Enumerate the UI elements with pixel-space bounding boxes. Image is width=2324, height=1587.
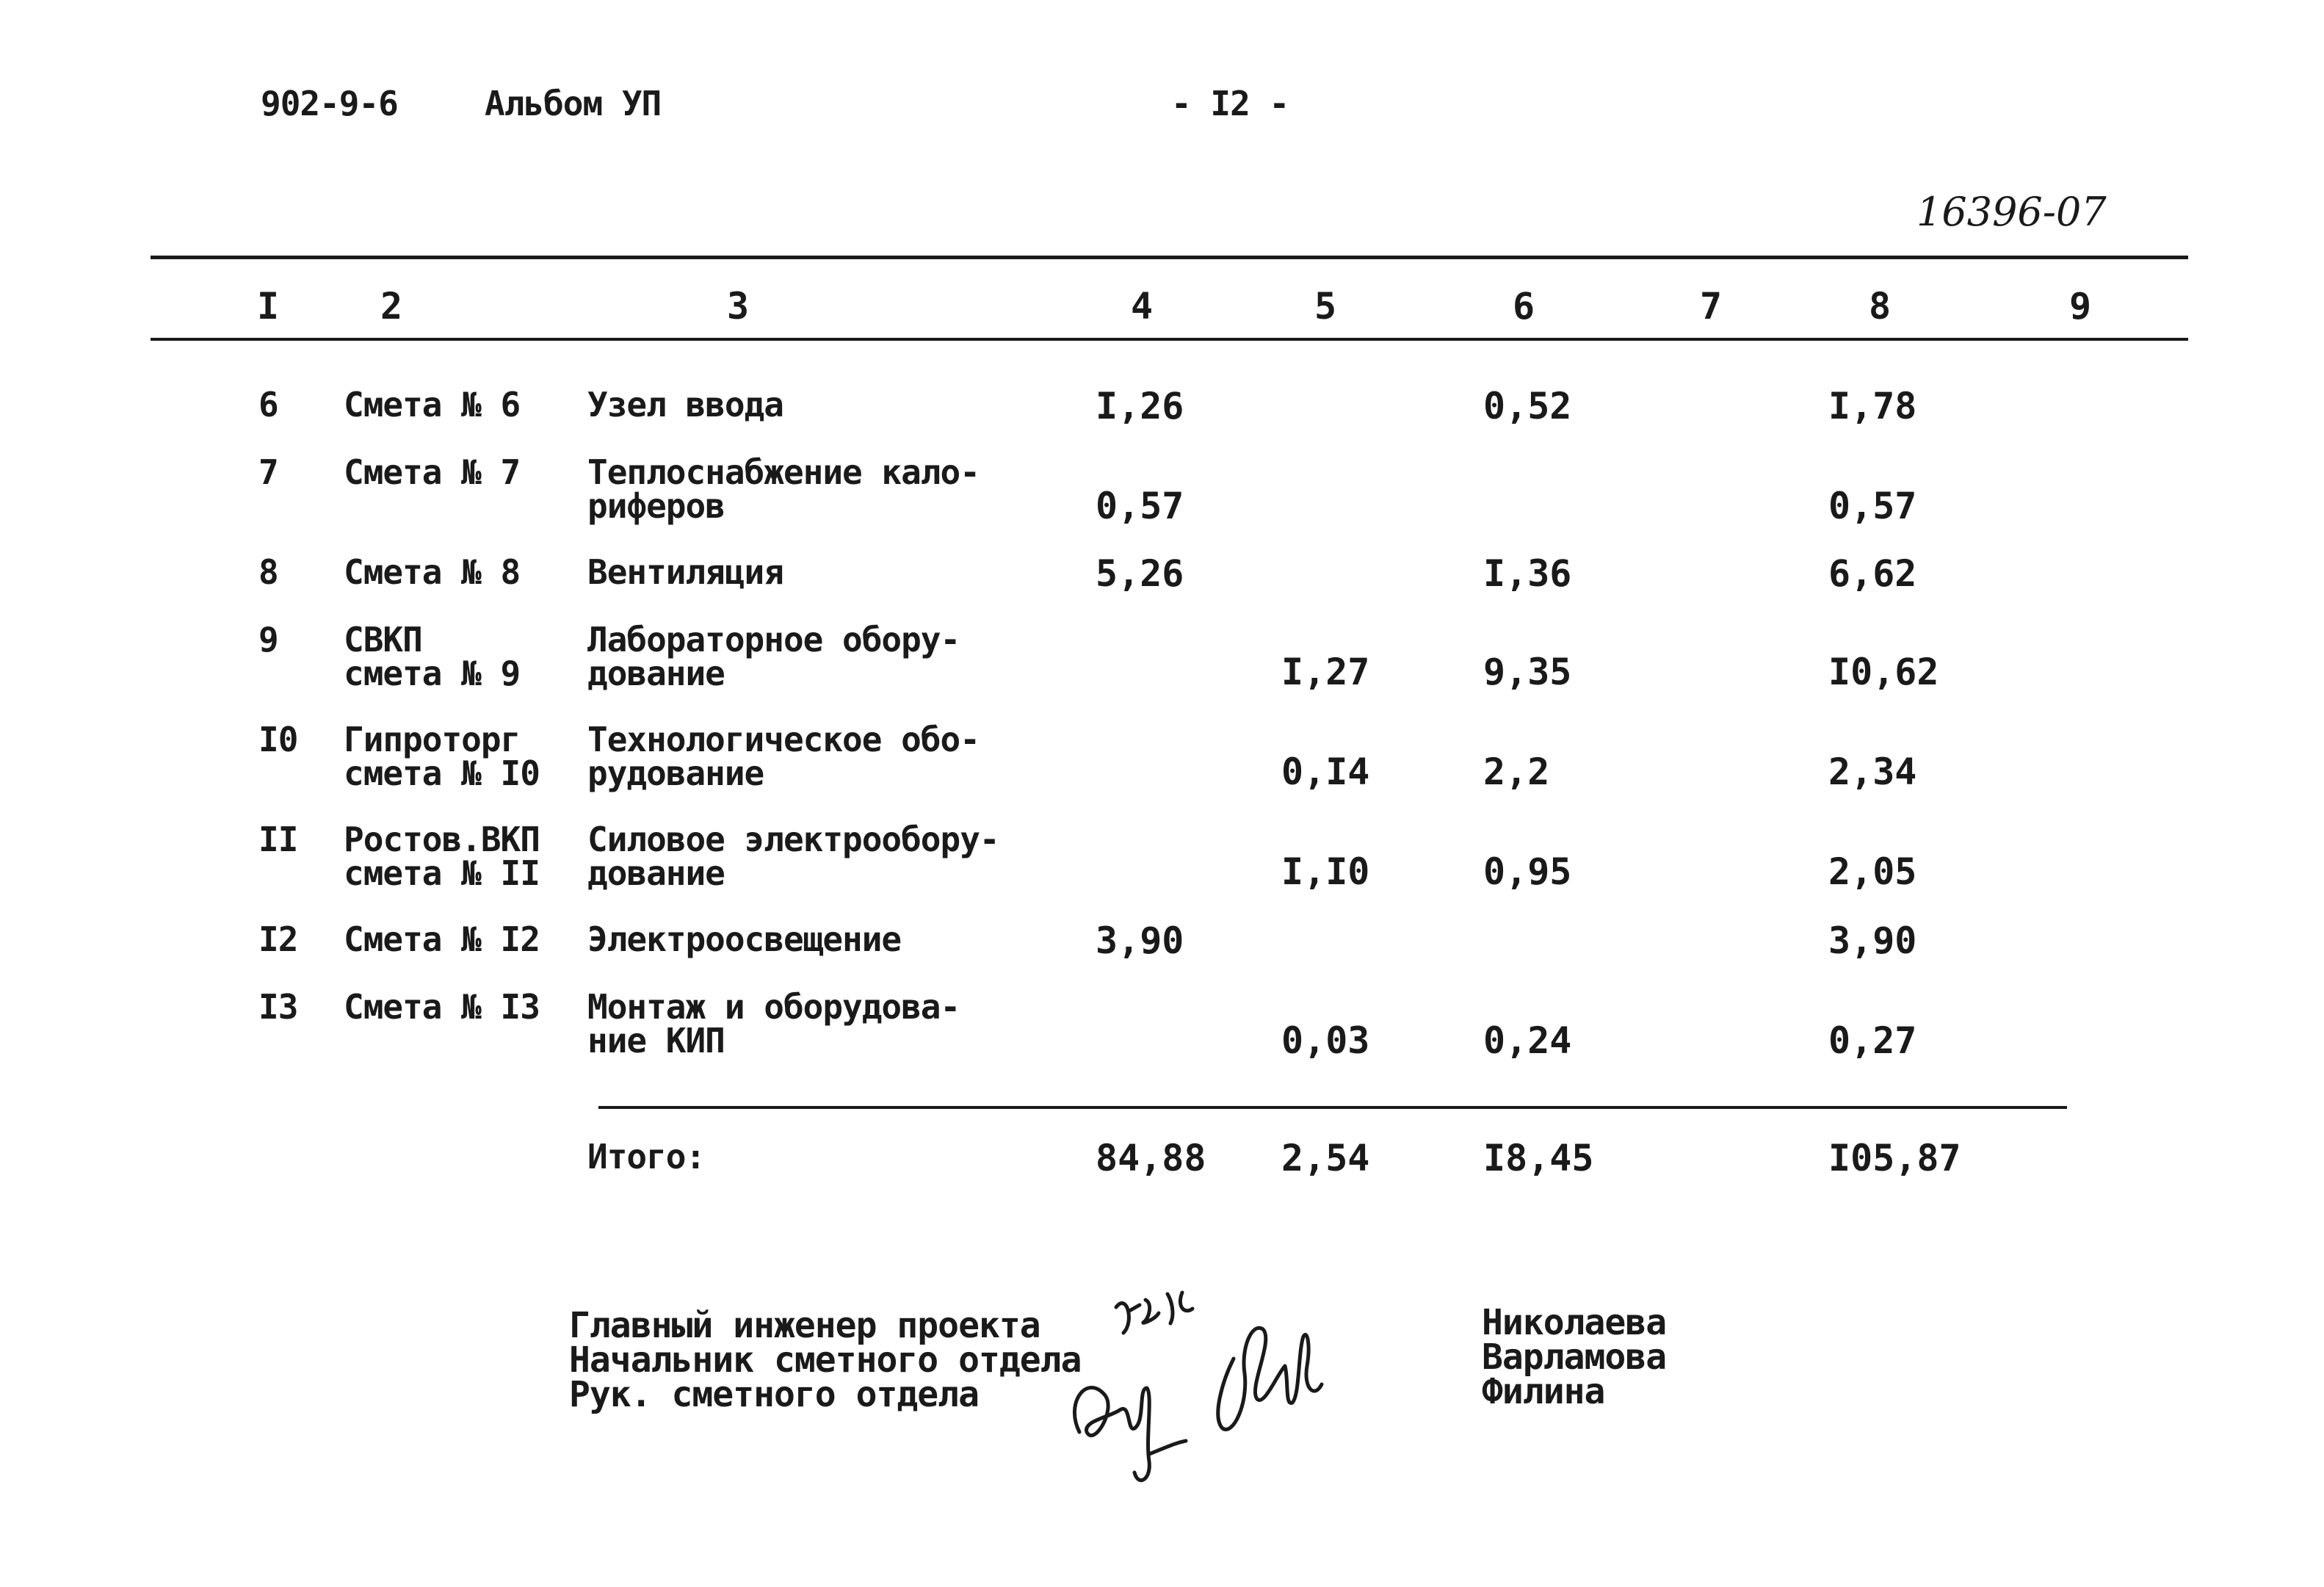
row-number: I0 <box>258 720 298 759</box>
column-number: 5 <box>1314 285 1337 328</box>
value-col8: 2,34 <box>1828 751 1917 793</box>
value-col5: I,27 <box>1281 651 1370 693</box>
value-col5: I,I0 <box>1281 850 1370 893</box>
column-number: 7 <box>1700 285 1723 328</box>
total-rule <box>598 1106 2067 1109</box>
value-col5: 0,I4 <box>1281 751 1370 793</box>
value-col5: 0,03 <box>1281 1019 1370 1062</box>
value-col8: 0,27 <box>1828 1019 1917 1062</box>
total-label: Итого: <box>587 1137 706 1176</box>
work-description: Электроосвещение <box>587 919 902 959</box>
value-col8: 2,05 <box>1828 850 1917 893</box>
column-number: 3 <box>727 285 750 328</box>
estimate-ref: Ростов.ВКП смета № II <box>344 820 540 893</box>
column-number: 6 <box>1513 285 1535 328</box>
row-number: 7 <box>258 452 278 492</box>
value-col6: I,36 <box>1483 552 1572 595</box>
value-col6: 9,35 <box>1483 651 1572 693</box>
value-col8: 6,62 <box>1828 552 1917 595</box>
value-col4: 5,26 <box>1096 552 1184 595</box>
total-col5: 2,54 <box>1281 1137 1370 1179</box>
value-col6: 0,95 <box>1483 850 1572 893</box>
estimate-ref: Смета № I3 <box>344 987 540 1027</box>
value-col6: 0,24 <box>1483 1019 1572 1062</box>
work-description: Технологическое обо- рудование <box>587 720 980 793</box>
page-number: - I2 - <box>1171 84 1289 123</box>
estimate-ref: СВКП смета № 9 <box>344 620 521 693</box>
signatory-names: Николаева Варламова Филина <box>1482 1302 1667 1412</box>
total-col8: I05,87 <box>1828 1137 1961 1179</box>
row-number: I3 <box>258 987 298 1027</box>
work-description: Узел ввода <box>587 385 783 424</box>
row-number: I2 <box>258 919 298 959</box>
work-description: Лабораторное обору- дование <box>587 620 960 693</box>
handwritten-signature <box>1065 1278 1373 1491</box>
work-description: Силовое электрообору- дование <box>587 820 999 893</box>
album-title: Альбом УП <box>485 84 662 123</box>
column-number: I <box>257 285 280 328</box>
work-description: Вентиляция <box>587 552 783 592</box>
value-col8: I0,62 <box>1828 651 1939 693</box>
column-number: 2 <box>380 285 403 328</box>
value-col6: 0,52 <box>1483 385 1572 427</box>
estimate-ref: Смета № 7 <box>344 452 521 492</box>
document-number: 16396-07 <box>1916 189 2107 235</box>
document-code: 902-9-6 <box>261 84 398 123</box>
column-number: 4 <box>1131 285 1154 328</box>
value-col4: 0,57 <box>1096 485 1184 527</box>
row-number: II <box>258 820 298 859</box>
work-description: Теплоснабжение кало- риферов <box>587 452 980 526</box>
column-number: 8 <box>1869 285 1892 328</box>
work-description: Монтаж и оборудова- ние КИП <box>587 987 960 1060</box>
estimate-ref: Смета № 8 <box>344 552 521 592</box>
value-col6: 2,2 <box>1483 751 1550 793</box>
value-col8: I,78 <box>1828 385 1917 427</box>
value-col8: 3,90 <box>1828 919 1917 962</box>
value-col4: I,26 <box>1096 385 1184 427</box>
estimate-ref: Смета № I2 <box>344 919 540 959</box>
value-col4: 3,90 <box>1096 919 1184 962</box>
row-number: 9 <box>258 620 278 659</box>
row-number: 6 <box>258 385 278 424</box>
row-number: 8 <box>258 552 278 592</box>
table-top-rule <box>151 256 2188 259</box>
estimate-ref: Гипроторг смета № I0 <box>344 720 540 793</box>
estimate-ref: Смета № 6 <box>344 385 521 424</box>
column-number: 9 <box>2069 285 2092 328</box>
value-col8: 0,57 <box>1828 485 1917 527</box>
total-col4: 84,88 <box>1096 1137 1206 1179</box>
total-col6: I8,45 <box>1483 1137 1594 1179</box>
table-header-rule <box>151 338 2188 341</box>
signatory-positions: Главный инженер проекта Начальник сметного отдела Рук. сметного отдела <box>569 1305 1082 1415</box>
